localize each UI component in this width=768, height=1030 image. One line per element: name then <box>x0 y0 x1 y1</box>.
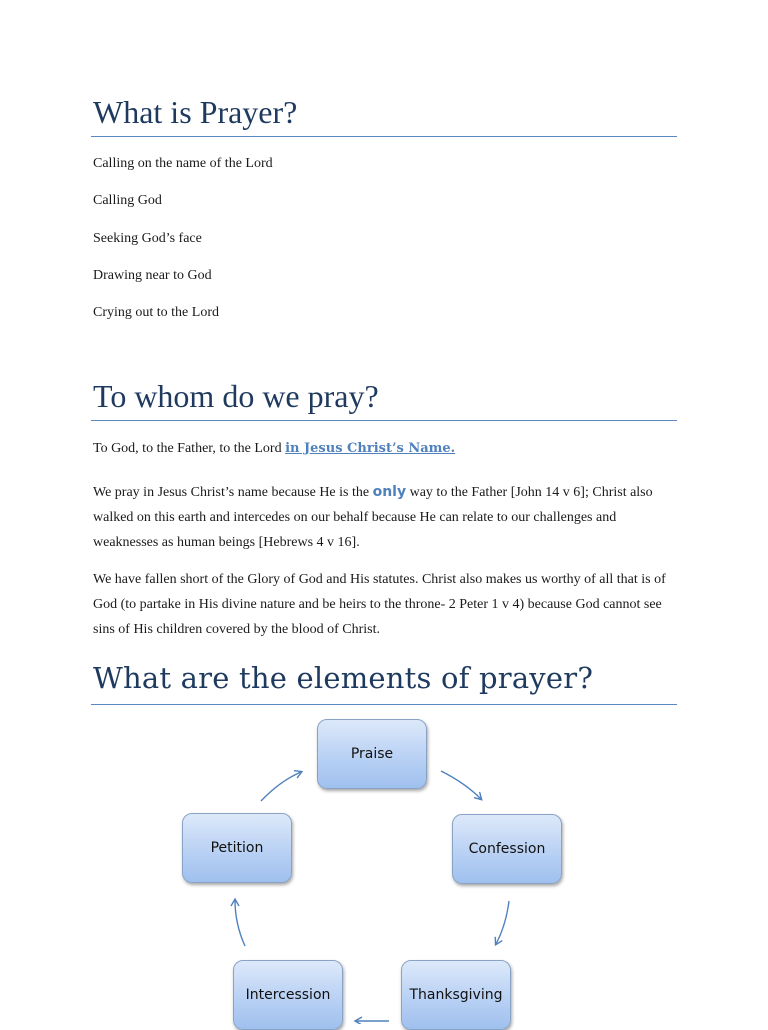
heading-to-whom-do-we-pray: To whom do we pray? <box>93 378 379 414</box>
arrow-petition-to-praise <box>261 772 301 801</box>
arrow-confession-to-thanksgiving <box>496 901 509 944</box>
cycle-node-confession: Confession <box>452 814 562 884</box>
cycle-node-thanksgiving: Thanksgiving <box>401 960 511 1030</box>
emphasis-only: only <box>372 484 407 500</box>
list-item: Seeking God’s face <box>93 231 202 246</box>
arrow-praise-to-confession <box>441 771 481 799</box>
cycle-node-petition: Petition <box>182 813 292 883</box>
list-item: Calling on the name of the Lord <box>93 156 273 171</box>
jesus-name-link[interactable]: in Jesus Christ’s Name. <box>285 441 456 456</box>
para1-suffix: way to the Father [John 14 v 6]; Christ also walked on this earth and intercedes on our behalf because He can relate to our challenges and weaknesses as human beings [Hebrews 4 v 16]. <box>93 485 653 550</box>
list-item: Calling God <box>93 193 162 208</box>
arrow-intercession-to-petition <box>235 900 245 946</box>
list-item: Crying out to the Lord <box>93 305 219 320</box>
list-item: Drawing near to God <box>93 268 212 283</box>
para1-prefix: We pray in Jesus Christ’s name because He is the <box>93 485 373 500</box>
intro-prefix: To God, to the Father, to the Lord <box>93 441 286 456</box>
cycle-node-praise: Praise <box>317 719 427 789</box>
cycle-node-intercession: Intercession <box>233 960 343 1030</box>
heading-what-is-prayer: What is Prayer? <box>93 94 298 130</box>
paragraph-fallen-short: We have fallen short of the Glory of God and His statutes. Christ also makes us worthy of all that is of God (to partake in His divine nature and be heirs to the throne- 2 Peter 1 v 4) because God cannot see sins of His children covered by the blood of Christ. <box>93 572 666 637</box>
heading-elements-of-prayer: What are the elements of prayer? <box>93 661 594 695</box>
